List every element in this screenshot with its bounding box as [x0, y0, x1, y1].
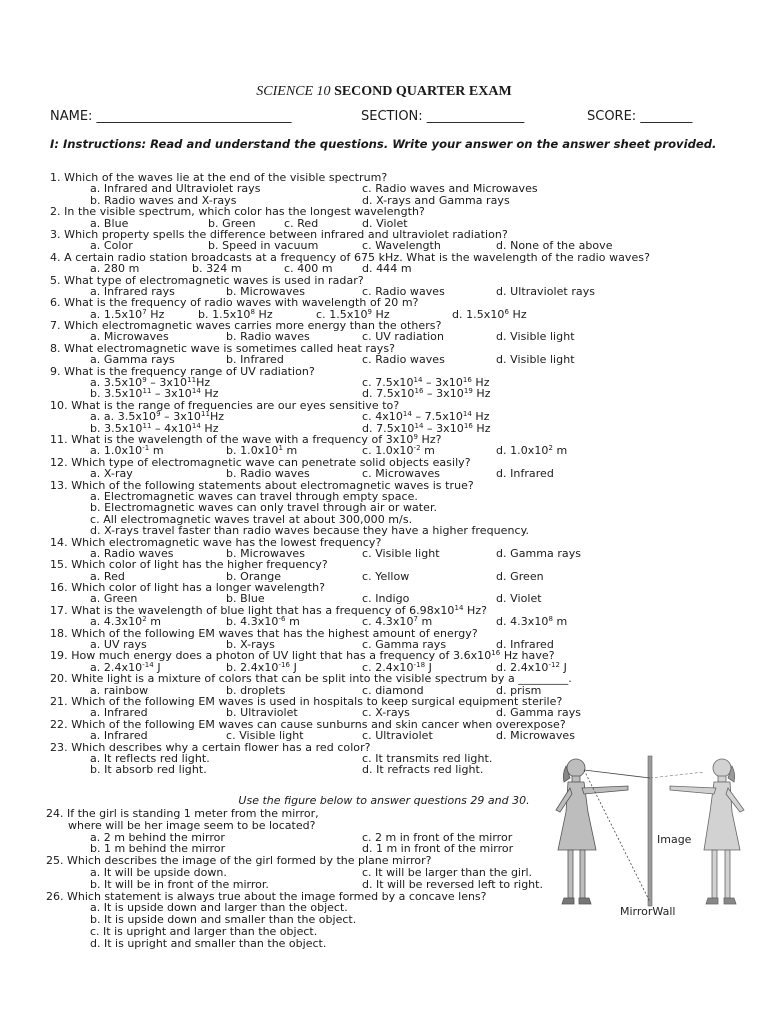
choice-row [46, 926, 576, 938]
answer-choice: c. Radio waves [362, 284, 445, 298]
answer-choice: a. X-ray [90, 467, 133, 481]
answer-choice: a. It reflects red light. [90, 751, 210, 765]
answer-choice: c. $4x10^{14} - 7.5x10^{14}$ Hz [362, 410, 490, 424]
answer-choice: d. It refracts red light. [362, 763, 484, 777]
choice-row [50, 468, 750, 479]
question-text: 11. What is the wavelength of the wave with a frequency of $3x10^9$ Hz? [50, 433, 442, 446]
girl-object [556, 759, 628, 904]
answer-choice: d. Gamma rays [496, 546, 582, 560]
answer-choice: c. $4.3x10^7$ m [362, 615, 433, 629]
answer-choice: c. $1.0x10^{-2}$ m [362, 444, 435, 458]
question-text: 20. White light is a mixture of colors that can be split into the visible spectrum by a _________. [50, 672, 572, 686]
answer-choice: c. Red [284, 216, 319, 230]
answer-choice: b. $4.3x10^{-6}$ m [226, 615, 300, 629]
figure-note: Use the figure below to answer questions 29 and 30. [238, 794, 530, 807]
answer-choice: d. None of the above [496, 239, 613, 253]
answer-choice: a. $2.4x10^{-14}$ J [90, 660, 161, 674]
answer-choice: d. 1 m in front of the mirror [362, 842, 514, 856]
answer-choice: c. Visible light [362, 546, 440, 560]
answer-choice: a. UV rays [90, 638, 147, 652]
answer-choice: a. Radio waves [90, 546, 174, 560]
question-text: 3. Which property spells the difference between infrared and ultraviolet radiation? [50, 227, 508, 241]
question-text: 23. Which describes why a certain flower has a red color? [50, 740, 371, 754]
answer-choice: a. Red [90, 569, 125, 583]
answer-choice: b. Radio waves [226, 330, 310, 344]
question-text: 9. What is the frequency range of UV radiation? [50, 364, 315, 378]
question-text: 4. A certain radio station broadcasts at a frequency of 675 kHz. What is the wavelength of the radio waves? [50, 250, 650, 264]
answer-choice: c. Radio waves [362, 353, 445, 367]
answer-choice: c. $1.5x10^9$ Hz [316, 307, 390, 321]
answer-choice: d. Violet [496, 592, 542, 606]
answer-choice: a. Infrared rays [90, 284, 175, 298]
answer-choice: c. UV radiation [362, 330, 444, 344]
answer-choice: d. Visible light [496, 353, 575, 367]
girl-mirror-illustration [554, 752, 768, 924]
section-field[interactable]: SECTION: _______________ [361, 109, 525, 124]
exam-title [0, 84, 768, 100]
question-text: 8. What electromagnetic wave is sometimes called heat rays? [50, 341, 395, 355]
answer-choice: a. $3.5x10^9 - 3x10^{11}Hz$ [90, 376, 211, 390]
answer-choice: c. $7.5x10^{14} - 3x10^{16}$ Hz [362, 376, 490, 390]
answer-choice: b. Electromagnetic waves can only travel through air or water. [90, 501, 438, 515]
answer-choice: d. $2.4x10^{-12}$ J [496, 660, 567, 674]
answer-choice: d. X-rays travel faster than radio waves because they have a higher frequency. [90, 524, 530, 538]
answer-choice: c. Ultraviolet [362, 729, 433, 743]
question-text: 12. Which type of electromagnetic wave can penetrate solid objects easily? [50, 455, 471, 469]
answer-choice: c. 2 m in front of the mirror [362, 830, 513, 844]
answer-choice: a. a. $3.5x10^9 - 3x10^{11}Hz$ [90, 410, 225, 424]
answer-choice: a. It is upside down and larger than the object. [90, 901, 348, 915]
answer-choice: b. Green [208, 216, 256, 230]
answer-choice: c. Indigo [362, 592, 410, 606]
answer-choice: b. It absorb red light. [90, 763, 207, 777]
question-text: 5. What type of electromagnetic waves is used in radar? [50, 273, 364, 287]
answer-choice: b. Radio waves [226, 467, 310, 481]
answer-choice: d. It is upright and smaller than the object. [90, 936, 327, 950]
answer-choice: c. diamond [362, 683, 424, 697]
answer-choice: b. 1 m behind the mirror [90, 842, 226, 856]
choice-row [46, 879, 576, 891]
answer-choice: c. Yellow [362, 569, 410, 583]
answer-choice: b. Radio waves and X-rays [90, 193, 237, 207]
answer-choice: d. $4.3x10^8$ m [496, 615, 568, 629]
answer-choice: c. It is upright and larger than the object. [90, 924, 318, 938]
answer-choice: b. Orange [226, 569, 282, 583]
mirror-wall [648, 756, 652, 906]
answer-choice: a. Blue [90, 216, 129, 230]
subject-label: SCIENCE 10 [256, 84, 331, 99]
answer-choice: a. It will be upside down. [90, 865, 227, 879]
question-text: 15. Which color of light has the higher frequency? [50, 558, 328, 572]
question-text: 19. How much energy does a photon of UV light that has a frequency of $3.6x10^{16}$ Hz have? [50, 649, 555, 663]
answer-choice: d. prism [496, 683, 542, 697]
question-text: 26. Which statement is always true about the image formed by a concave lens? [46, 889, 487, 903]
answer-choice: d. Infrared [496, 467, 554, 481]
answer-choice: b. Microwaves [226, 284, 305, 298]
answer-choice: b. droplets [226, 683, 286, 697]
questions-part-a [50, 172, 750, 776]
answer-choice: b. $1.5x10^8$ Hz [198, 307, 273, 321]
choice-row [50, 616, 750, 627]
mirror-wall-label: MirrorWall [620, 905, 676, 918]
answer-choice: d. Visible light [496, 330, 575, 344]
answer-choice: a. Gamma rays [90, 353, 175, 367]
answer-choice: a. 2 m behind the mirror [90, 830, 225, 844]
choice-row [46, 867, 576, 879]
answer-choice: c. Visible light [226, 729, 304, 743]
questions-part-b [46, 808, 576, 950]
question-text: 7. Which electromagnetic waves carries more energy than the others? [50, 319, 442, 333]
answer-choice: d. $7.5x10^{16} - 3x10^{19}$ Hz [362, 387, 491, 401]
choice-row [50, 354, 750, 365]
answer-choice: a. Green [90, 592, 138, 606]
choice-row [50, 411, 750, 422]
answer-choice: d. Gamma rays [496, 706, 582, 720]
question-text: 13. Which of the following statements about electromagnetic waves is true? [50, 478, 474, 492]
answer-choice: b. $1.0x10^1$ m [226, 444, 298, 458]
answer-choice: d. $1.5x10^6$ Hz [452, 307, 527, 321]
image-label: Image [657, 833, 692, 846]
exam-label: SECOND QUARTER EXAM [334, 84, 512, 99]
answer-choice: c. X-rays [362, 706, 410, 720]
answer-choice: d. $1.0x10^2$ m [496, 444, 568, 458]
answer-choice: c. Gamma rays [362, 638, 447, 652]
answer-choice: d. $7.5x10^{14} - 3x10^{16}$ Hz [362, 421, 491, 435]
answer-choice: c. Radio waves and Microwaves [362, 182, 538, 196]
answer-choice: a. Color [90, 239, 133, 253]
question-text: 18. Which of the following EM waves that has the highest amount of energy? [50, 626, 478, 640]
answer-choice: d. It will be reversed left to right. [362, 877, 543, 891]
answer-choice: d. Infrared [496, 638, 554, 652]
answer-choice: d. Green [496, 569, 544, 583]
answer-choice: a. Infrared [90, 729, 148, 743]
answer-choice: c. Wavelength [362, 239, 441, 253]
choice-row [46, 938, 576, 950]
answer-choice: b. $3.5x10^{11} - 4x10^{14}$ Hz [90, 421, 219, 435]
answer-choice: b. Infrared [226, 353, 284, 367]
question-text: 6. What is the frequency of radio waves with wavelength of 20 m? [50, 296, 419, 310]
answer-choice: b. Blue [226, 592, 265, 606]
answer-choice: a. Infrared and Ultraviolet rays [90, 182, 261, 196]
answer-choice: a. $4.3x10^2$ m [90, 615, 162, 629]
question-text: 24. If the girl is standing 1 meter from the mirror, [46, 807, 319, 820]
question-text-continued: where will be her image seem to be located? [68, 818, 316, 832]
mirror-figure [554, 752, 768, 924]
answer-choice: d. 444 m [362, 262, 412, 276]
question-text: 16. Which color of light has a longer wavelength? [50, 581, 326, 595]
answer-choice: d. Microwaves [496, 729, 575, 743]
answer-choice: c. Microwaves [362, 467, 441, 481]
answer-choice: c. All electromagnetic waves travel at about 300,000 m/s. [90, 512, 413, 526]
answer-choice: b. Ultraviolet [226, 706, 298, 720]
answer-choice: c. It will be larger than the girl. [362, 865, 533, 879]
answer-choice: b. 324 m [192, 262, 242, 276]
question-text: 25. Which describes the image of the girl formed by the plane mirror? [46, 854, 432, 868]
answer-choice: d. Violet [362, 216, 408, 230]
question-text: 2. In the visible spectrum, which color has the longest wavelength? [50, 205, 425, 219]
instructions: I: Instructions: Read and understand the questions. Write your answer on the answer sheet provided. [50, 137, 717, 151]
answer-choice: a. $1.0x10^{-1}$ m [90, 444, 164, 458]
answer-choice: c. It transmits red light. [362, 751, 493, 765]
answer-choice: a. Infrared [90, 706, 148, 720]
answer-choice: c. 400 m [284, 262, 333, 276]
answer-choice: b. Speed in vacuum [208, 239, 319, 253]
answer-choice: b. $2.4x10^{-16}$ J [226, 660, 297, 674]
question-text: 22. Which of the following EM waves can cause sunburns and skin cancer when overexpose? [50, 717, 566, 731]
choice-row [50, 730, 750, 741]
question-text: 17. What is the wavelength of blue light that has a frequency of $6.98x10^{14}$ Hz? [50, 603, 488, 617]
answer-choice: b. It is upside down and smaller than the object. [90, 913, 357, 927]
answer-choice: d. Ultraviolet rays [496, 284, 596, 298]
answer-choice: a. Electromagnetic waves can travel through empty space. [90, 489, 418, 503]
answer-choice: b. Microwaves [226, 546, 305, 560]
answer-choice: c. $2.4x10^{-18}$ J [362, 660, 432, 674]
answer-choice: d. X-rays and Gamma rays [362, 193, 510, 207]
answer-choice: a. 280 m [90, 262, 140, 276]
answer-choice: b. X-rays [226, 638, 275, 652]
choice-row [50, 525, 750, 536]
answer-choice: a. rainbow [90, 683, 149, 697]
girl-image [670, 759, 744, 904]
choice-row [50, 263, 750, 274]
answer-choice: b. $3.5x10^{11} - 3x10^{14}$ Hz [90, 387, 219, 401]
answer-choice: a. Microwaves [90, 330, 169, 344]
question-text: 21. Which of the following EM waves is used in hospitals to keep surgical equipment sterile? [50, 694, 563, 708]
answer-choice: b. It will be in front of the mirror. [90, 877, 269, 891]
question-text: 1. Which of the waves lie at the end of the visible spectrum? [50, 171, 388, 184]
question-text: 10. What is the range of frequencies are our eyes sensitive to? [50, 398, 400, 412]
name-field[interactable]: NAME: ______________________________ [50, 109, 292, 124]
question-text: 14. Which electromagnetic wave has the lowest frequency? [50, 535, 382, 549]
answer-choice: a. $1.5x10^7$ Hz [90, 307, 165, 321]
score-field[interactable]: SCORE: ________ [587, 109, 693, 124]
